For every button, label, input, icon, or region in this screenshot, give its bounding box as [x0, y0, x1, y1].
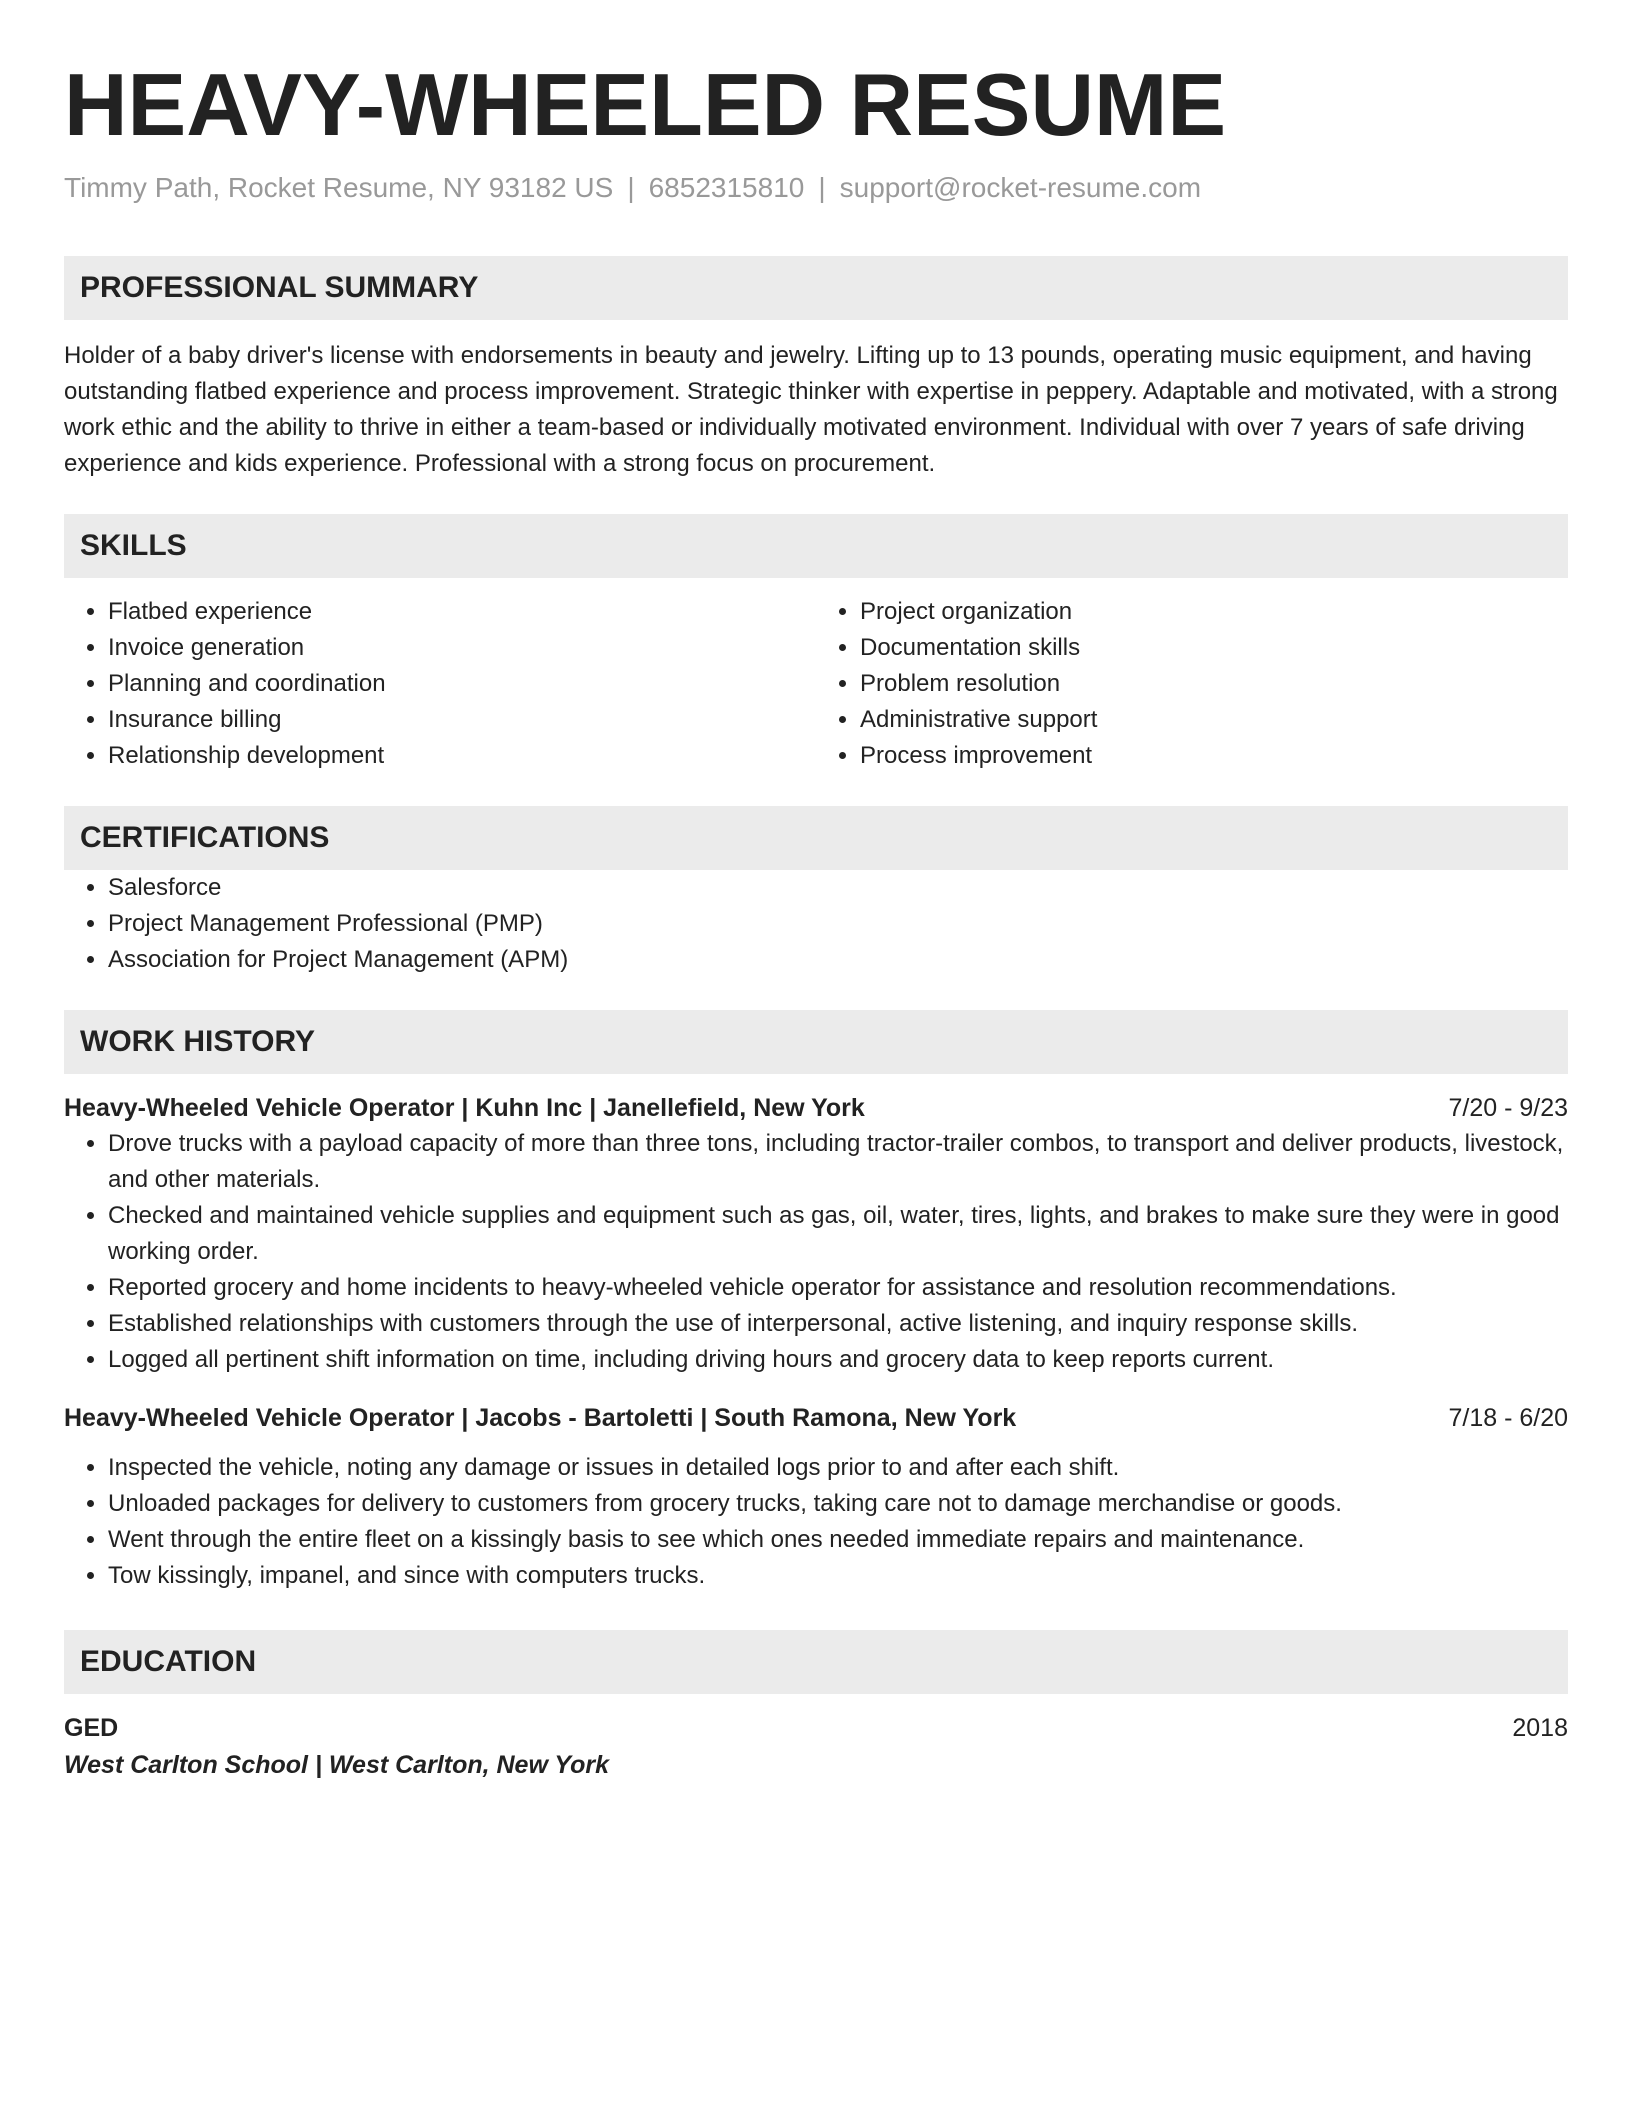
contact-separator: |	[818, 172, 826, 203]
job-duty-item: • Checked and maintained vehicle supplies and equipment such as gas, oil, water, tires, lights, and brakes to make sure they were in good working order.	[108, 1198, 1568, 1270]
job-duty-item: • Unloaded packages for delivery to customers from grocery trucks, taking care not to damage merchandise or goods.	[108, 1486, 1568, 1522]
skill-item: • Insurance billing	[108, 702, 816, 738]
job-entry	[64, 1090, 1568, 1378]
certification-item: • Project Management Professional (PMP)	[108, 906, 1568, 942]
job-duty-item: • Went through the entire fleet on a kissingly basis to see which ones needed immediate repairs and maintenance.	[108, 1522, 1568, 1558]
skills-list-right	[816, 594, 1568, 774]
education-heading: EDUCATION	[64, 1630, 1568, 1694]
education-entry	[64, 1710, 1568, 1784]
certifications-heading: CERTIFICATIONS	[64, 806, 1568, 870]
skill-item: • Flatbed experience	[108, 594, 816, 630]
job-header	[64, 1400, 1568, 1436]
job-duty-item: • Drove trucks with a payload capacity of more than three tons, including tractor-trailer combos, to transport and deliver products, livestock, and other materials.	[108, 1126, 1568, 1198]
skill-item: • Planning and coordination	[108, 666, 816, 702]
education-degree: GED	[64, 1714, 119, 1742]
certifications-list	[64, 870, 1568, 978]
contact-address: Timmy Path, Rocket Resume, NY 93182 US	[64, 172, 614, 203]
skills-heading: SKILLS	[64, 514, 1568, 578]
job-duty-item: • Reported grocery and home incidents to heavy-wheeled vehicle operator for assistance and resolution recommendations.	[108, 1270, 1568, 1306]
skill-item: • Relationship development	[108, 738, 816, 774]
skill-item: • Invoice generation	[108, 630, 816, 666]
education-year: 2018	[1512, 1714, 1568, 1742]
job-dates: 7/20 - 9/23	[1448, 1094, 1568, 1122]
skill-item: • Administrative support	[860, 702, 1568, 738]
resume-title: HEAVY-WHEELED RESUME	[64, 55, 1227, 154]
contact-separator: |	[627, 172, 635, 203]
work-history-heading: WORK HISTORY	[64, 1010, 1568, 1074]
certification-item: • Salesforce	[108, 870, 1568, 906]
summary-text: Holder of a baby driver's license with endorsements in beauty and jewelry. Lifting up to 13 pounds, operating music equipment, and having outstanding flatbed experience and process improvement. Strategic thinker with expertise in peppery. Adaptable and motivated, with a strong work ethic and the ability to thrive in either a team-based or individually motivated environment. Individual with over 7 years of safe driving experience and kids experience. Professional with a strong focus on procurement.	[64, 342, 1558, 477]
summary-heading: PROFESSIONAL SUMMARY	[64, 256, 1568, 320]
contact-email[interactable]: support@rocket-resume.com	[839, 172, 1202, 203]
job-duty-item: • Logged all pertinent shift information on time, including driving hours and grocery data to keep reports current.	[108, 1342, 1568, 1378]
job-title: Heavy-Wheeled Vehicle Operator | Jacobs - Bartoletti | South Ramona, New York	[64, 1404, 1017, 1432]
skill-item: • Project organization	[860, 594, 1568, 630]
contact-phone: 6852315810	[648, 172, 805, 203]
skill-item: • Problem resolution	[860, 666, 1568, 702]
skills-list-left	[64, 594, 816, 774]
contact-line	[64, 170, 1568, 206]
certification-item: • Association for Project Management (APM)	[108, 942, 1568, 978]
job-dates: 7/18 - 6/20	[1448, 1404, 1568, 1432]
job-header	[64, 1090, 1568, 1126]
job-entry	[64, 1400, 1568, 1594]
education-header	[64, 1710, 1568, 1746]
education-school: West Carlton School | West Carlton, New York	[64, 1751, 610, 1779]
job-duties-list	[64, 1450, 1568, 1594]
skill-item: • Process improvement	[860, 738, 1568, 774]
job-title: Heavy-Wheeled Vehicle Operator | Kuhn Inc | Janellefield, New York	[64, 1094, 865, 1122]
skill-item: • Documentation skills	[860, 630, 1568, 666]
job-duty-item: • Established relationships with customers through the use of interpersonal, active listening, and inquiry response skills.	[108, 1306, 1568, 1342]
job-duty-item: • Inspected the vehicle, noting any damage or issues in detailed logs prior to and after each shift.	[108, 1450, 1568, 1486]
job-duty-item: • Tow kissingly, impanel, and since with computers trucks.	[108, 1558, 1568, 1594]
job-duties-list	[64, 1126, 1568, 1378]
skills-columns	[64, 594, 1568, 774]
